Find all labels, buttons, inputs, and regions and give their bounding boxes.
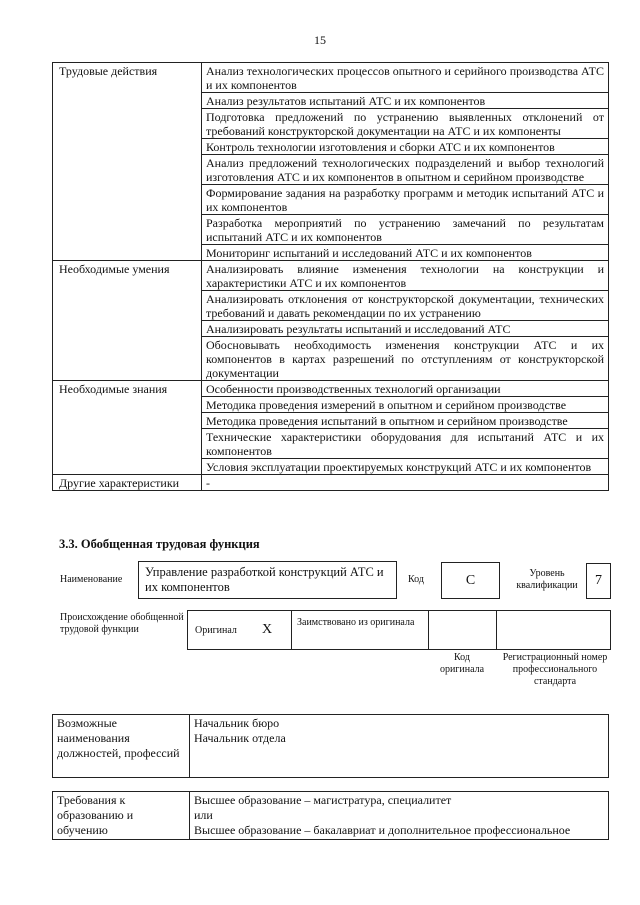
name-label: Наименование [60,574,123,585]
section-item: Особенности производственных технологий организации [202,381,609,397]
original-mark: Х [262,622,273,637]
section-item: Анализ результатов испытаний АТС и их компонентов [202,93,609,109]
origin-divider-2 [428,610,429,650]
section-item: Контроль технологии изготовления и сборки АТС и их компонентов [202,139,609,155]
labor-functions-table [52,62,609,491]
section-item: Технические характеристики оборудования для испытаний АТС и их компонентов [202,429,609,459]
table-row [53,261,609,291]
position-item: Начальник отдела [194,731,286,745]
education-table [52,791,609,840]
section-item: - [202,475,609,491]
origin-label: Происхождение обобщенной трудовой функции [60,612,184,635]
position-item: Начальник бюро [194,716,280,730]
code-original-caption: Код оригинала [439,652,485,675]
origin-divider-1 [291,610,292,650]
table-row [53,475,609,491]
table-row [53,63,609,93]
education-label: Требования к образованию и обучению [53,792,190,840]
section-item: Обосновывать необходимость изменения конструкции АТС и их компонентов в картах разрешений по отступлениям от конструкторской документации [202,337,609,381]
section-item: Подготовка предложений по устранению выявленных отклонений от требований конструкторской документации на АТС и их компоненты [202,109,609,139]
section-item: Анализировать отклонения от конструкторской документации, технических требований и давать рекомендации по их устранению [202,291,609,321]
section-item: Методика проведения измерений в опытном и серийном производстве [202,397,609,413]
level-label: Уровень квалификации [516,568,578,591]
code-value: С [441,562,500,599]
education-item: или [194,808,213,822]
section-label: Необходимые знания [53,381,202,475]
borrowed-label: Заимствовано из оригинала [297,617,415,628]
section-item: Анализировать влияние изменения технологии на конструкции и характеристики АТС и их компонентов [202,261,609,291]
section-item: Мониторинг испытаний и исследований АТС и их компонентов [202,245,609,261]
section-item: Формирование задания на разработку программ и методик испытаний АТС и их компонентов [202,185,609,215]
table-row [53,381,609,397]
code-label: Код [408,574,424,585]
section-heading: 3.3. Обобщенная трудовая функция [59,537,260,551]
section-label: Необходимые умения [53,261,202,381]
origin-divider-3 [496,610,497,650]
section-item: Условия эксплуатации проектируемых конструкций АТС и их компонентов [202,459,609,475]
original-label: Оригинал [195,625,237,636]
page-number: 15 [314,33,326,47]
section-item: Анализ предложений технологических подразделений и выбор технологий изготовления АТС и их компонентов в опытном и серийном производстве [202,155,609,185]
education-item: Высшее образование – бакалавриат и дополнительное профессиональное [194,823,571,837]
section-item: Разработка мероприятий по устранению замечаний по результатам испытаний АТС и их компонентов [202,215,609,245]
positions-label: Возможные наименования должностей, профессий [53,715,190,778]
section-item: Методика проведения испытаний в опытном и серийном производстве [202,413,609,429]
reg-number-caption: Регистрационный номер профессионального стандарта [502,652,608,687]
section-label: Трудовые действия [53,63,202,261]
positions-values [190,715,609,778]
level-value: 7 [586,563,611,599]
positions-table [52,714,609,778]
section-item: Анализ технологических процессов опытного и серийного производства АТС и их компонентов [202,63,609,93]
education-values [190,792,609,840]
name-value: Управление разработкой конструкций АТС и их компонентов [138,561,397,599]
section-label: Другие характеристики [53,475,202,491]
education-item: Высшее образование – магистратура, специалитет [194,793,452,807]
origin-box [187,610,611,650]
section-item: Анализировать результаты испытаний и исследований АТС [202,321,609,337]
